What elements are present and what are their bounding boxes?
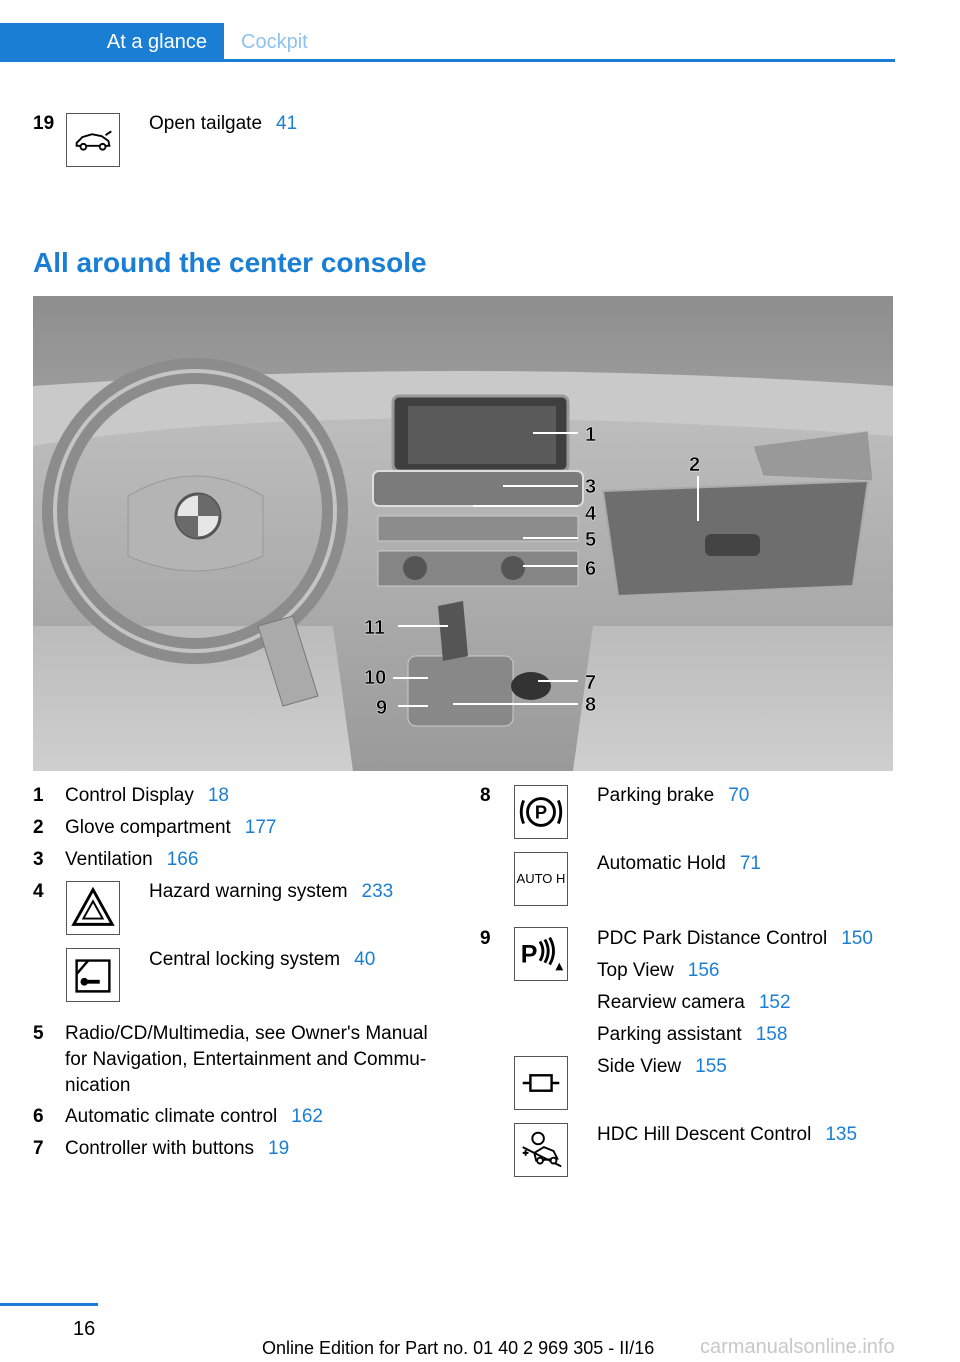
item-label: Rearview camera xyxy=(597,992,745,1013)
hazard-triangle-icon xyxy=(66,881,120,935)
callout-1: 1 xyxy=(585,424,597,446)
page-link[interactable]: 177 xyxy=(244,817,277,838)
item-parking-assistant xyxy=(597,1024,787,1046)
callout-6: 6 xyxy=(585,558,597,580)
auto-hold-icon-text: AUTO H xyxy=(516,871,566,886)
item-number: 5 xyxy=(33,1023,44,1044)
item-label: Hazard warning system xyxy=(149,881,348,902)
page-link[interactable]: 166 xyxy=(166,849,199,870)
hill-descent-icon xyxy=(514,1123,568,1177)
footer-rule xyxy=(0,1303,98,1306)
item-number: 3 xyxy=(33,849,44,870)
side-view-camera-icon xyxy=(514,1056,568,1110)
callout-3: 3 xyxy=(585,476,597,498)
callout-2: 2 xyxy=(689,454,701,476)
item-open-tailgate xyxy=(149,113,297,135)
item-number: 4 xyxy=(33,881,44,902)
item-label: Side View xyxy=(597,1056,682,1077)
page-link[interactable]: 18 xyxy=(207,785,229,806)
page-link[interactable]: 150 xyxy=(841,928,873,949)
item-radio-multimedia-line-2: for Navigation, Entertainment and Commu- xyxy=(65,1049,427,1070)
section-title: All around the center console xyxy=(33,247,427,278)
page-link[interactable]: 41 xyxy=(276,113,298,134)
page-number: 16 xyxy=(73,1318,96,1340)
page-link[interactable]: 162 xyxy=(291,1106,323,1127)
item-number: 6 xyxy=(33,1106,44,1127)
watermark: carmanualsonline.info xyxy=(700,1336,895,1358)
page-link[interactable]: 155 xyxy=(695,1056,727,1077)
edition-note: Online Edition for Part no. 01 40 2 969 305 - II/16 xyxy=(262,1338,655,1358)
car-tailgate-icon xyxy=(66,113,120,167)
callout-5: 5 xyxy=(585,529,597,551)
item-label: PDC Park Distance Control xyxy=(597,928,828,949)
page-link[interactable]: 156 xyxy=(687,960,720,981)
item-radio-multimedia-line-1: Radio/CD/Multimedia, see Owner's Manual xyxy=(65,1023,428,1044)
item-hdc xyxy=(597,1124,857,1146)
item-number: 7 xyxy=(33,1138,44,1159)
callout-8: 8 xyxy=(585,694,597,716)
item-pdc xyxy=(597,928,873,950)
item-control-display xyxy=(65,785,229,807)
item-hazard-warning xyxy=(149,881,393,903)
page-link[interactable]: 40 xyxy=(354,949,376,970)
callout-10: 10 xyxy=(364,667,387,689)
page-link[interactable]: 158 xyxy=(755,1024,788,1045)
item-label: Automatic climate control xyxy=(65,1106,278,1127)
tab-at-a-glance-label: At a glance xyxy=(106,31,207,53)
callout-4: 4 xyxy=(585,503,597,525)
svg-text:P: P xyxy=(534,801,548,823)
item-ventilation xyxy=(65,849,198,871)
item-parking-brake xyxy=(597,785,749,807)
item-label: Top View xyxy=(597,960,674,981)
header-tabs xyxy=(0,23,895,62)
item-controller xyxy=(65,1138,289,1160)
tab-at-a-glance[interactable] xyxy=(0,23,224,59)
door-key-icon xyxy=(66,948,120,1002)
item-label: Parking brake xyxy=(597,785,715,806)
page-link[interactable]: 135 xyxy=(825,1124,858,1145)
item-number: 2 xyxy=(33,817,44,838)
item-label: Central locking system xyxy=(149,949,341,970)
page-link[interactable]: 70 xyxy=(728,785,750,806)
item-label: Controller with buttons xyxy=(65,1138,255,1159)
callout-7: 7 xyxy=(585,672,597,694)
item-label: Automatic Hold xyxy=(597,853,726,874)
item-glove-compartment xyxy=(65,817,277,839)
page-link[interactable]: 233 xyxy=(361,881,394,902)
item-automatic-hold xyxy=(597,853,761,875)
item-number: 8 xyxy=(480,785,491,806)
item-number: 1 xyxy=(33,785,44,806)
page-link[interactable]: 19 xyxy=(268,1138,290,1159)
page-link[interactable]: 152 xyxy=(758,992,791,1013)
item-label: HDC Hill Descent Control xyxy=(597,1124,812,1145)
item-side-view xyxy=(597,1056,727,1078)
center-console-illustration xyxy=(33,296,893,771)
tab-cockpit[interactable]: Cockpit xyxy=(241,31,308,53)
parking-brake-icon xyxy=(514,785,568,839)
item-number: 19 xyxy=(33,113,55,134)
item-radio-multimedia-line-3: nication xyxy=(65,1075,131,1096)
item-label: Glove compartment xyxy=(65,817,231,838)
item-top-view xyxy=(597,960,719,982)
callout-11: 11 xyxy=(364,617,386,639)
auto-hold-icon xyxy=(514,852,568,906)
item-label: Ventilation xyxy=(65,849,153,870)
callout-9: 9 xyxy=(376,697,388,719)
item-rearview-camera xyxy=(597,992,791,1014)
item-climate-control xyxy=(65,1106,323,1128)
pdc-icon xyxy=(514,927,568,981)
item-central-locking xyxy=(149,949,375,971)
item-label: Open tailgate xyxy=(149,113,263,134)
page-link[interactable]: 71 xyxy=(739,853,761,874)
item-number: 9 xyxy=(480,928,491,949)
svg-text:P: P xyxy=(520,940,538,969)
item-label: Parking assistant xyxy=(597,1024,742,1045)
item-label: Control Display xyxy=(65,785,194,806)
